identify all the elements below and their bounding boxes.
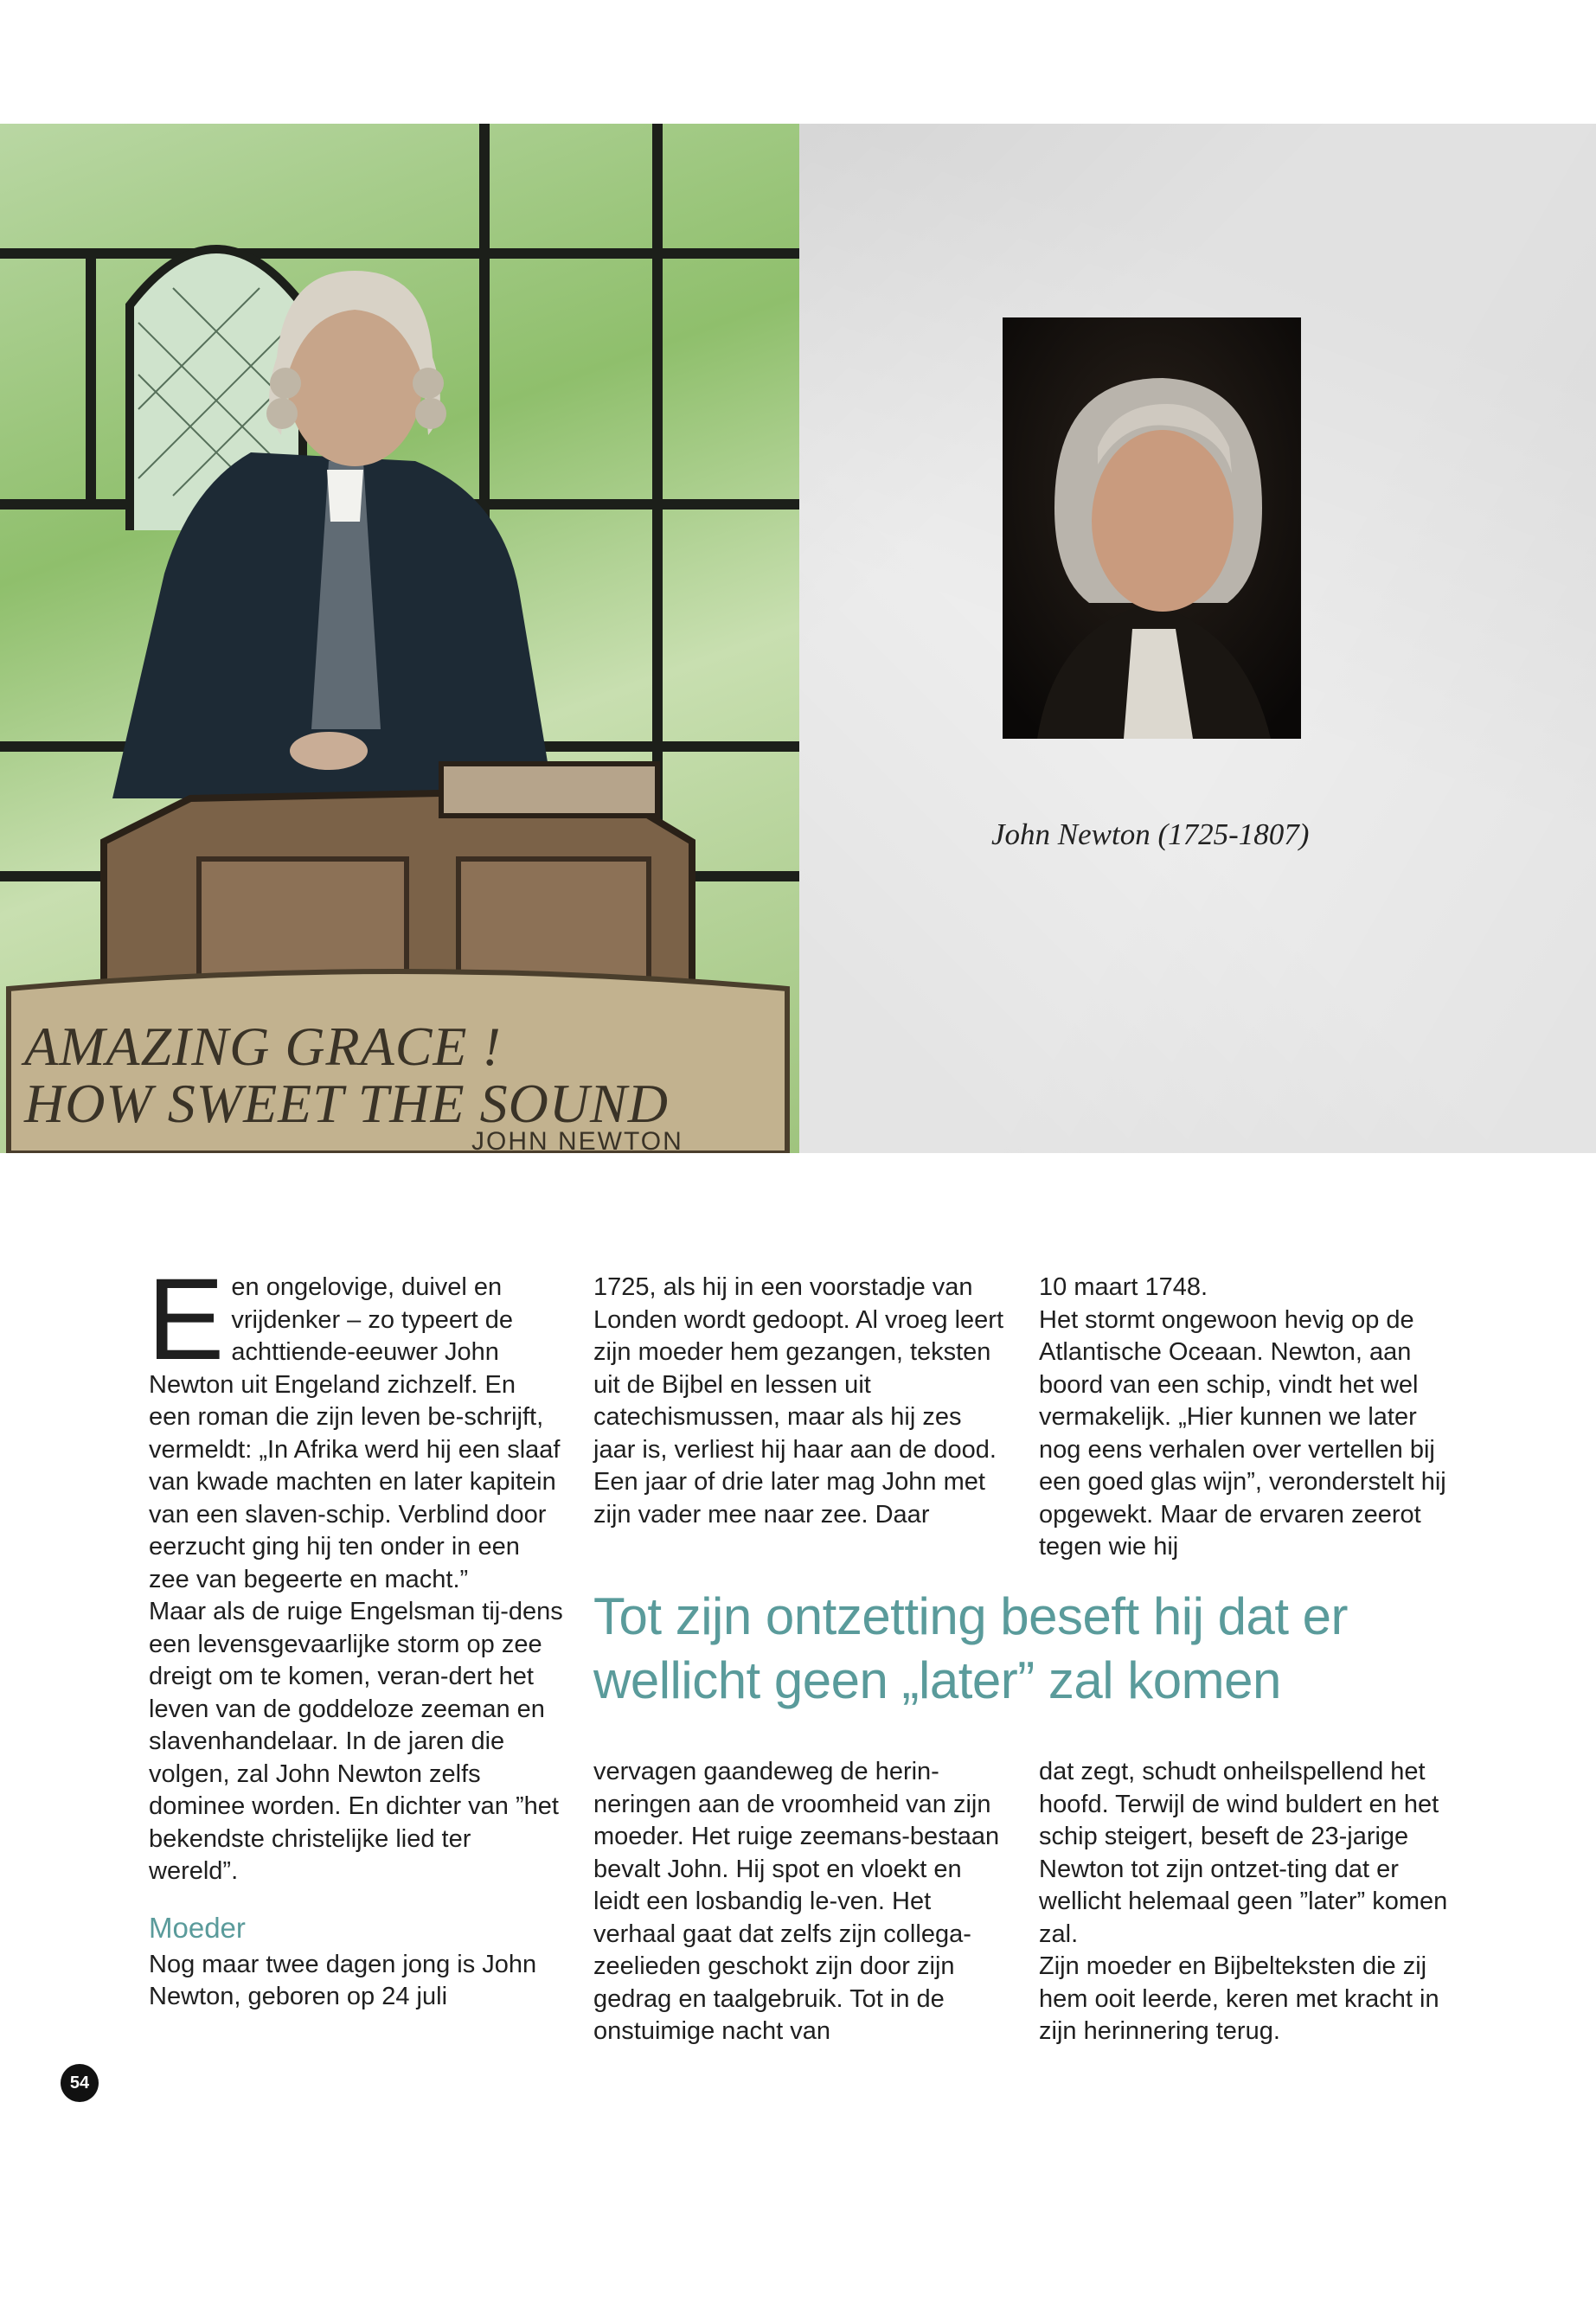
paragraph: Het stormt ongewoon hevig op de Atlantische Oceaan. Newton, aan boord van een schip, vindt het wel vermakelijk. „Hier kunnen we later nog eens verhalen over vertellen bij een goed glas wijn”, veronderstelt hij opgewekt. Maar de ervaren zeerot tegen wie hij xyxy=(1039,1305,1446,1561)
stained-glass-illustration xyxy=(0,124,799,1153)
article-column-1 xyxy=(147,1255,564,2014)
article-column-2-top xyxy=(593,1272,1009,1531)
paper-background xyxy=(799,124,1596,1153)
pull-quote: Tot zijn ontzetting beseft hij dat er wellicht geen „later” zal komen xyxy=(593,1587,1349,1709)
portrait-illustration xyxy=(1003,317,1301,739)
paragraph: dat zegt, schudt onheilspellend het hoofd. Terwijl de wind buldert en het schip steigert, beseft de 23-jarige Newton tot zijn ontzet-ting dat er wellicht helemaal geen ”later” komen zal. xyxy=(1039,1758,1448,1948)
banner-author: JOHN NEWTON xyxy=(471,1127,683,1153)
section-heading: Moeder xyxy=(149,1911,246,1944)
article-column-2-bottom xyxy=(593,1756,1009,2048)
stained-glass-image xyxy=(0,124,799,1153)
paragraph: vervagen gaandeweg de herin-neringen aan de vroomheid van zijn moeder. Het ruige zeemans-bestaan bevalt John. Hij spot en vloekt en leidt een losbandig le-ven. Het verhaal gaat dat zelfs zijn collega-zeelieden geschokt zijn door zijn gedrag en taalgebruik. Tot in de onstuimige nacht van xyxy=(593,1758,1000,2045)
paragraph: Maar als de ruige Engelsman tij-dens een levensgevaarlijke storm op zee dreigt om te komen, veran-dert het leven van de goddeloze zeeman en slavenhandelaar. In de jaren die volgen, zal John Newton zelfs dominee worden. En dichter van ”het bekendste christelijke lied ter wereld”. xyxy=(149,1598,563,1885)
banner-inscription xyxy=(24,1016,785,1134)
banner-line-1: AMAZING GRACE ! xyxy=(24,1016,502,1077)
drop-cap: E xyxy=(147,1255,225,1384)
page-number-badge: 54 xyxy=(61,2064,99,2102)
article-column-3-bottom xyxy=(1039,1756,1454,2048)
intro-paragraph xyxy=(147,1255,564,1596)
paragraph: 10 maart 1748. xyxy=(1039,1273,1208,1301)
hero-band xyxy=(0,124,1596,1153)
paragraph: Zijn moeder en Bijbelteksten die zij hem ooit leerde, keren met kracht in zijn herinnering terug. xyxy=(1039,1952,1439,2045)
paragraph: 1725, als hij in een voorstadje van Londen wordt gedoopt. Al vroeg leert zijn moeder hem gezangen, teksten uit de Bijbel en lessen uit catechismussen, maar als hij zes jaar is, verliest hij haar aan de dood. xyxy=(593,1273,1003,1464)
article-column-3-top xyxy=(1039,1272,1454,1564)
banner-line-2: HOW SWEET THE SOUND xyxy=(24,1073,669,1134)
paragraph: Nog maar twee dagen jong is John Newton, geboren op 24 juli xyxy=(149,1950,537,2010)
portrait-caption: John Newton (1725-1807) xyxy=(991,817,1310,851)
paragraph: Een jaar of drie later mag John met zijn vader mee naar zee. Daar xyxy=(593,1468,985,1529)
portrait-image xyxy=(1003,317,1301,739)
intro-text: en ongelovige, duivel en vrijdenker – zo typeert de achttiende-eeuwer John Newton uit Engeland zichzelf. En een roman die zijn leven be-schrijft, vermeldt: „In Afrika werd hij een slaaf van kwade machten en later kapitein van een slaven-schip. Verblind door eerzucht ging hij ten onder in een zee van begeerte en macht.” xyxy=(149,1273,561,1593)
